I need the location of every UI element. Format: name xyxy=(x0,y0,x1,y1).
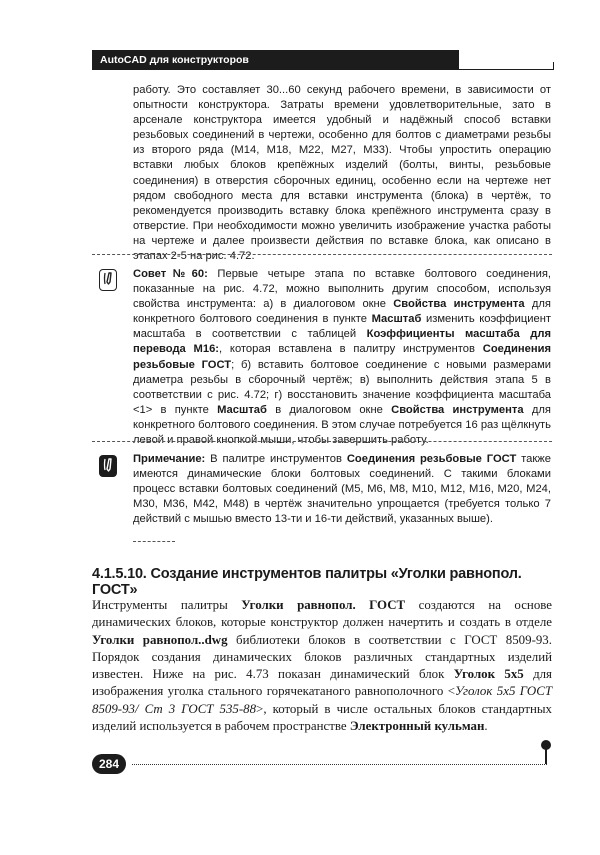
note-top-divider xyxy=(92,441,552,442)
section-heading: 4.1.5.10. Создание инструментов палитры «Уголки равнопол. ГОСТ» xyxy=(92,566,522,598)
tip-term: Соединения резьбовые ГОСТ xyxy=(133,343,551,371)
note-text: В палитре инструментов xyxy=(205,453,347,465)
header-rule xyxy=(459,69,554,70)
body-text: создаются на основе динамических блоков, которые конструктор должен начертить и создать в отделе xyxy=(92,598,552,630)
tip-term: Свойства инструмента xyxy=(393,298,525,311)
note-paragraph xyxy=(133,452,551,527)
footer-bullet-stem xyxy=(545,749,547,764)
intro-paragraph: работу. Это составляет 30...60 секунд рабочего времени, в зависимости от опытности конструктора. Затраты времени удовлетворительные, зато в арсенале конструктора имеется удобный и надёжный способ вставки резьбовых соединений в чертежи, особенно для болтов с диаметрами резьбы из второго ряда (М14, М18, М22, М27, М33). Чтобы упростить операцию вставки любых блоков крепёжных изделий (болты, винты, резьбовые соединения) в отверстия сборочных единиц, особенно если на чертеже нет рядом свободного места для вставки инструмента (блока) в чертёж, то рекомендуется производить вставку блока крепёжного инструмента сразу в отверстие. При необходимости можно увеличить изображение участка работы на чертеже и далее произвести действия по вставке блока, как описано в этапах 2-5 на рис. 4.72. xyxy=(133,84,551,263)
tip-term: Масштаб xyxy=(371,313,422,326)
body-text: . xyxy=(484,719,488,734)
header-rule-tick xyxy=(553,62,554,70)
tip-term: Свойства инструмента xyxy=(391,403,524,416)
tip-paragraph xyxy=(133,267,551,448)
body-term: Уголок 5х5 xyxy=(453,667,524,682)
tip-text: для конкретного болтового соединения. В этом случае потребуется 16 раз щёлкнуть левой и правой кнопкой мыши, чтобы завершить работу. xyxy=(133,403,551,447)
body-text: библиотеки блоков в соответствии с ГОСТ 8509-93. Порядок создания динамических блоков различных стандартных изделий известен. Ниже на рис. 4.73 показан динамический блок xyxy=(92,632,552,682)
footer-dotted-rule xyxy=(132,764,547,765)
tip-term: Масштаб xyxy=(217,403,267,416)
running-header xyxy=(92,50,459,70)
body-text: >, который в числе остальных блоков стандартных изделий используется в рабочем пространстве xyxy=(92,701,552,734)
body-paragraph xyxy=(92,597,552,735)
note-term: Соединения резьбовые ГОСТ xyxy=(346,453,517,465)
running-header-title: AutoCAD для конструкторов xyxy=(100,54,249,66)
tip-text: ; б) вставить болтовое соединение с новыми размерами диаметра резьбы в сборочный чертёж; в) выполнить действия этапа 5 в соответствии с рис. 4.72; г) восстановить значение коэффициента масштаба <1> в пункте xyxy=(133,358,552,416)
note-text: также имеются динамические блоки болтовых соединений. С такими блоками процесс вставки болтовых соединений (М5, М6, М8, М10, М12, М16, М20, М24, М30, М36, М42, М48) в чертёж значительно упрощается (требуется только 7 действий с мышью вместо 13-ти и 16-ти действий, указанных выше). xyxy=(133,453,551,526)
page-number: 284 xyxy=(92,754,126,774)
note-bottom-divider xyxy=(133,541,175,542)
tip-text: , которая вставлена в палитру инструментов xyxy=(219,343,483,356)
tip-text: изменить коэффициент масштаба в соответствии с таблицей xyxy=(133,313,551,341)
exclamation-note-icon xyxy=(99,455,117,477)
body-term: Уголки равнопол..dwg xyxy=(92,632,228,647)
body-term: Электронный кульман xyxy=(349,719,485,734)
tip-text: Первые четыре этапа по вставке болтового соединения, показанные на рис. 4.72, можно выполнить другим способом, используя свойства инструмента: а) в диалоговом окне xyxy=(133,268,551,311)
tip-text: для конкретного болтового соединения в пункте xyxy=(133,298,551,326)
body-text: Инструменты палитры xyxy=(92,598,242,612)
tip-term: Коэффициенты масштаба для перевода М16: xyxy=(133,328,551,356)
note-label: Примечание: xyxy=(133,453,206,465)
body-text: для изображения уголка стального горячекатаного равнополочного < xyxy=(92,667,552,699)
tip-top-divider xyxy=(92,254,552,255)
body-term: Уголки равнопол. ГОСТ xyxy=(241,598,406,612)
tip-label: Совет№60: xyxy=(133,268,208,280)
pencil-note-icon xyxy=(99,269,117,291)
body-italic: Уголок 5х5 ГОСТ 8509-93/ Ст 3 ГОСТ 535-88 xyxy=(92,684,552,716)
tip-text: в диалоговом окне xyxy=(266,403,392,416)
